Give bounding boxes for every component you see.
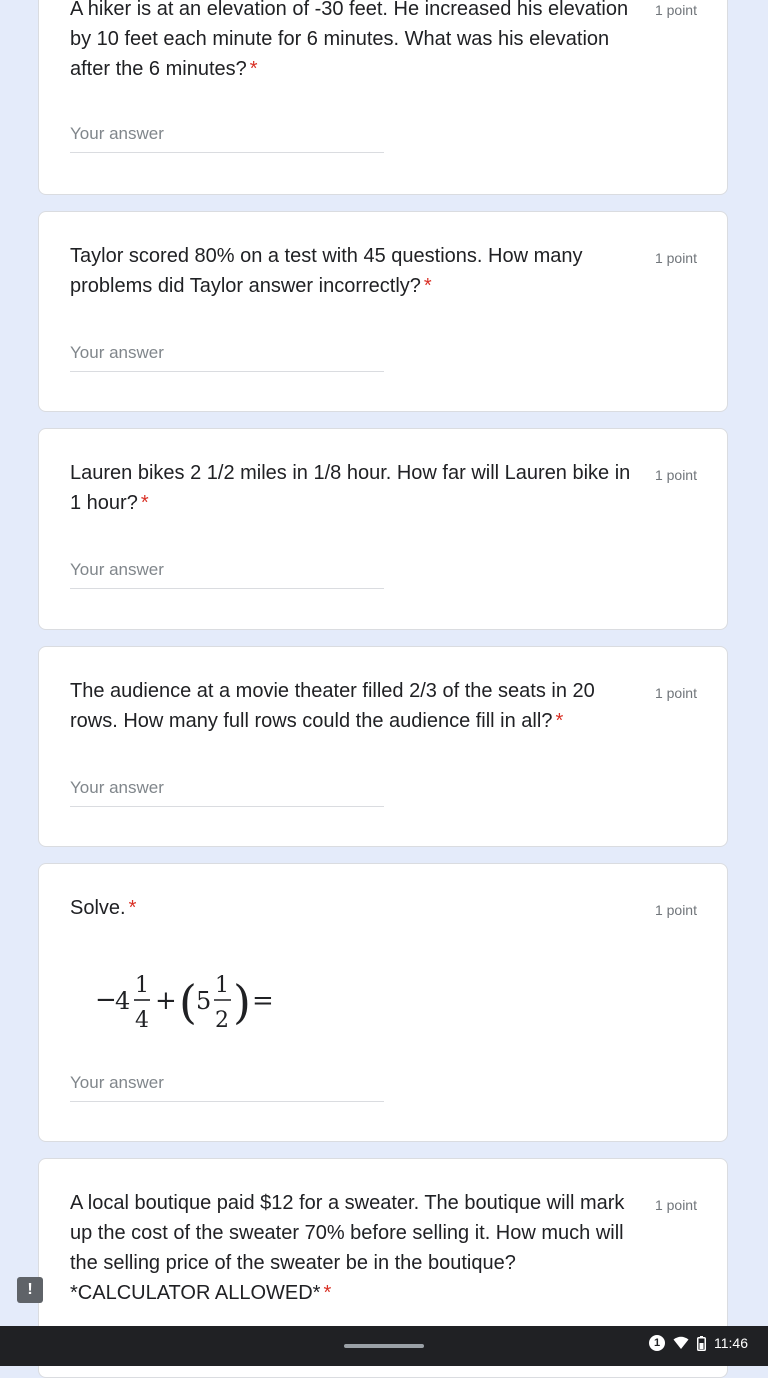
math-plus: +: [155, 986, 177, 1016]
question-text: A hiker is at an elevation of -30 feet. He increased his elevation by 10 feet each minute for 6 minutes. What was his elevation after the 6 minutes? *: [70, 0, 629, 80]
question-card-hiker: [38, 0, 728, 195]
math-open-paren: (: [179, 975, 197, 1029]
required-asterisk: *: [423, 275, 432, 297]
battery-icon: [697, 1336, 706, 1351]
answer-input[interactable]: [70, 121, 384, 153]
question-text: Lauren bikes 2 1/2 miles in 1/8 hour. How far will Lauren bike in 1 hour? *: [70, 462, 631, 514]
required-asterisk: *: [140, 492, 149, 514]
points-label: 1 point: [654, 1197, 697, 1213]
question-card-audience: [38, 646, 728, 847]
required-asterisk: *: [323, 1282, 332, 1304]
status-icons: [649, 1335, 748, 1351]
math-whole-1: 4: [115, 987, 131, 1015]
question-text: Taylor scored 80% on a test with 45 questions. How many problems did Taylor answer incorrectly? *: [70, 245, 583, 297]
points-label: 1 point: [654, 250, 697, 266]
feedback-icon[interactable]: !: [17, 1277, 43, 1303]
points-label: 1 point: [654, 685, 697, 701]
notification-icon: 1: [649, 1335, 665, 1351]
math-expression-image: [95, 964, 285, 1034]
wifi-icon: [673, 1336, 689, 1350]
math-equals: =: [252, 986, 274, 1016]
math-numerator-2: 1: [215, 973, 229, 998]
question-text: A local boutique paid $12 for a sweater. The boutique will mark up the cost of the sweater 70% before selling it. How much will the selling price of the sweater be in the boutique? *CALCULATOR ALLOWED* *: [70, 1192, 625, 1304]
required-asterisk: *: [555, 710, 564, 732]
required-asterisk: *: [249, 58, 258, 80]
question-text: The audience at a movie theater filled 2/3 of the seats in 20 rows. How many full rows could the audience fill in all? *: [70, 680, 595, 732]
question-card-lauren: [38, 428, 728, 630]
math-denominator-2: 2: [215, 1008, 229, 1033]
math-numerator-1: 1: [135, 973, 149, 998]
home-gesture-handle[interactable]: [344, 1344, 424, 1348]
math-close-paren: ): [233, 975, 251, 1029]
answer-input[interactable]: [70, 557, 384, 589]
clock-time: 11:46: [714, 1335, 748, 1351]
math-sign: −: [95, 985, 117, 1015]
question-text: Solve. *: [70, 897, 137, 919]
math-denominator-1: 4: [135, 1008, 149, 1033]
system-navigation-bar: [0, 1326, 768, 1366]
question-card-taylor: [38, 211, 728, 412]
math-whole-2: 5: [196, 987, 212, 1015]
answer-input[interactable]: [70, 775, 384, 807]
points-label: 1 point: [654, 2, 697, 18]
required-asterisk: *: [128, 897, 137, 919]
answer-input[interactable]: [70, 1070, 384, 1102]
question-card-solve: [38, 863, 728, 1142]
answer-input[interactable]: [70, 340, 384, 372]
points-label: 1 point: [654, 902, 697, 918]
points-label: 1 point: [654, 467, 697, 483]
